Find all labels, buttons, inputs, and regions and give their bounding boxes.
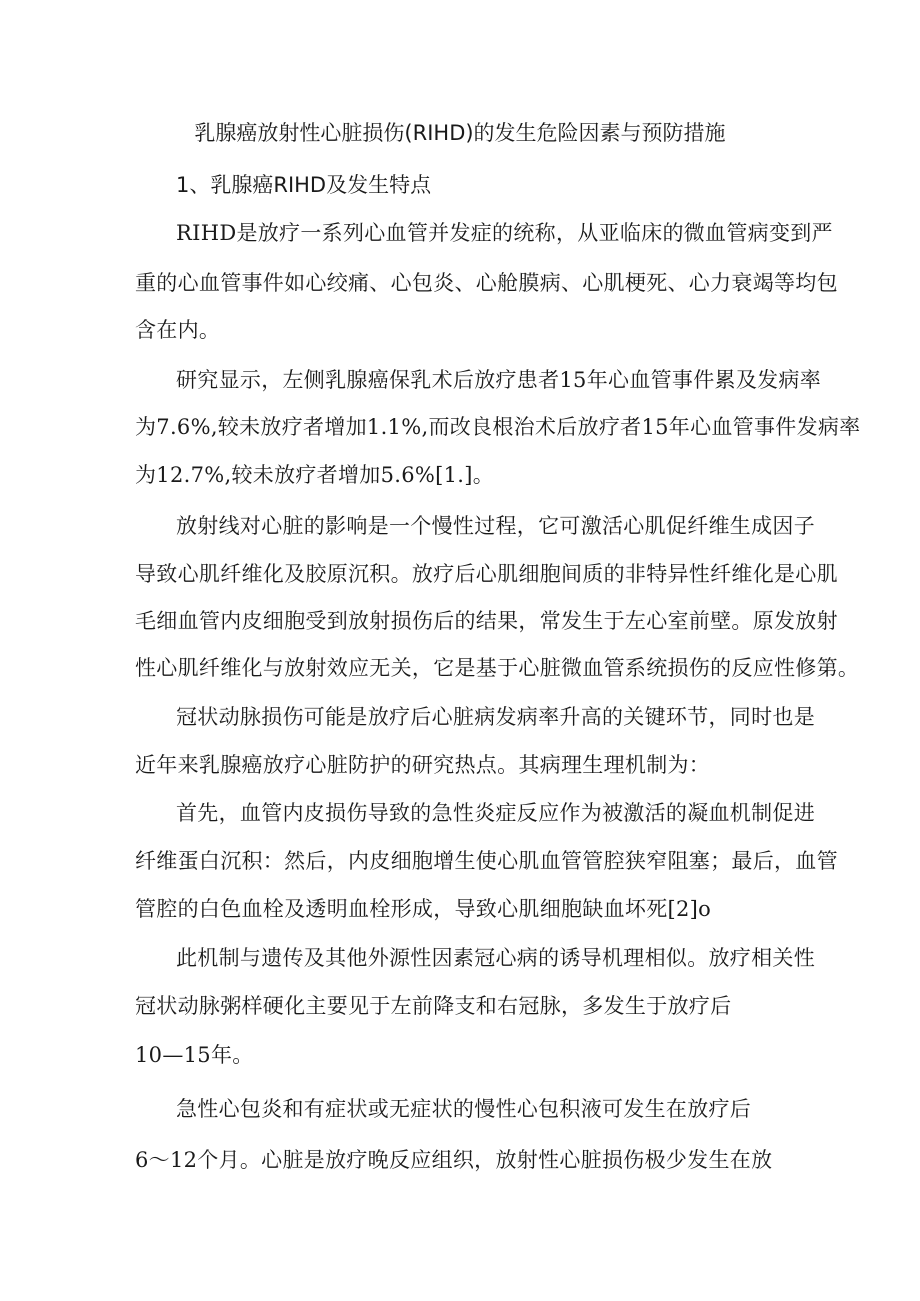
paragraph-line: RIHD是放疗一系列心血管并发症的统称，从亚临床的微血管病变到严 bbox=[176, 221, 833, 245]
section-heading: 1、乳腺癌RIHD及发生特点 bbox=[176, 173, 432, 197]
paragraph-line: 首先，血管内皮损伤导致的急性炎症反应作为被激活的凝血机制促进 bbox=[176, 801, 815, 825]
paragraph-line: 此机制与遗传及其他外源性因素冠心病的诱导机理相似。放疗相关性 bbox=[176, 946, 815, 970]
paragraph-line: 急性心包炎和有症状或无症状的慢性心包积液可发生在放疗后 bbox=[176, 1097, 752, 1121]
paragraph-line: 重的心血管事件如心绞痛、心包炎、心舱膜病、心肌梗死、心力衰竭等均包 bbox=[135, 271, 838, 295]
paragraph-line: 为12.7%,较未放疗者增加5.6%[1.]。 bbox=[135, 463, 495, 487]
paragraph-line: 冠状动脉粥样硬化主要见于左前降支和右冠脉，多发生于放疗后 bbox=[135, 994, 732, 1018]
paragraph-line: 放射线对心脏的影响是一个慢性过程，它可激活心肌促纤维生成因子 bbox=[176, 514, 815, 538]
paragraph-line: 近年来乳腺癌放疗心脏防护的研究热点。其病理生理机制为： bbox=[135, 753, 711, 777]
paragraph-line: 为7.6%,较未放疗者增加1.1%,而改良根治术后放疗者15年心血管事件发病率 bbox=[135, 415, 861, 439]
paragraph-line: 性心肌纤维化与放射效应无关，它是基于心脏微血管系统损伤的反应性修第。 bbox=[135, 656, 860, 680]
paragraph-line: 研究显示，左侧乳腺癌保乳术后放疗患者15年心血管事件累及发病率 bbox=[176, 368, 822, 392]
paragraph-line: 含在内。 bbox=[135, 318, 221, 342]
paragraph-line: 毛细血管内皮细胞受到放射损伤后的结果，常发生于左心室前壁。原发放射 bbox=[135, 609, 838, 633]
paragraph-line: 6～12个月。心脏是放疗晚反应组织，放射性心脏损伤极少发生在放 bbox=[135, 1148, 773, 1172]
paragraph-line: 冠状动脉损伤可能是放疗后心脏病发病率升高的关键环节，同时也是 bbox=[176, 705, 815, 729]
paragraph-line: 10—15年。 bbox=[135, 1043, 254, 1067]
paragraph-line: 管腔的白色血栓及透明血栓形成，导致心肌细胞缺血坏死[2]o bbox=[135, 897, 712, 921]
document-title: 乳腺癌放射性心脏损伤(RIHD)的发生危险因素与预防措施 bbox=[194, 121, 726, 145]
paragraph-line: 导致心肌纤维化及胶原沉积。放疗后心肌细胞间质的非特异性纤维化是心肌 bbox=[135, 562, 838, 586]
paragraph-line: 纤维蛋白沉积：然后，内皮细胞增生使心肌血管管腔狭窄阻塞；最后，血管 bbox=[135, 849, 838, 873]
